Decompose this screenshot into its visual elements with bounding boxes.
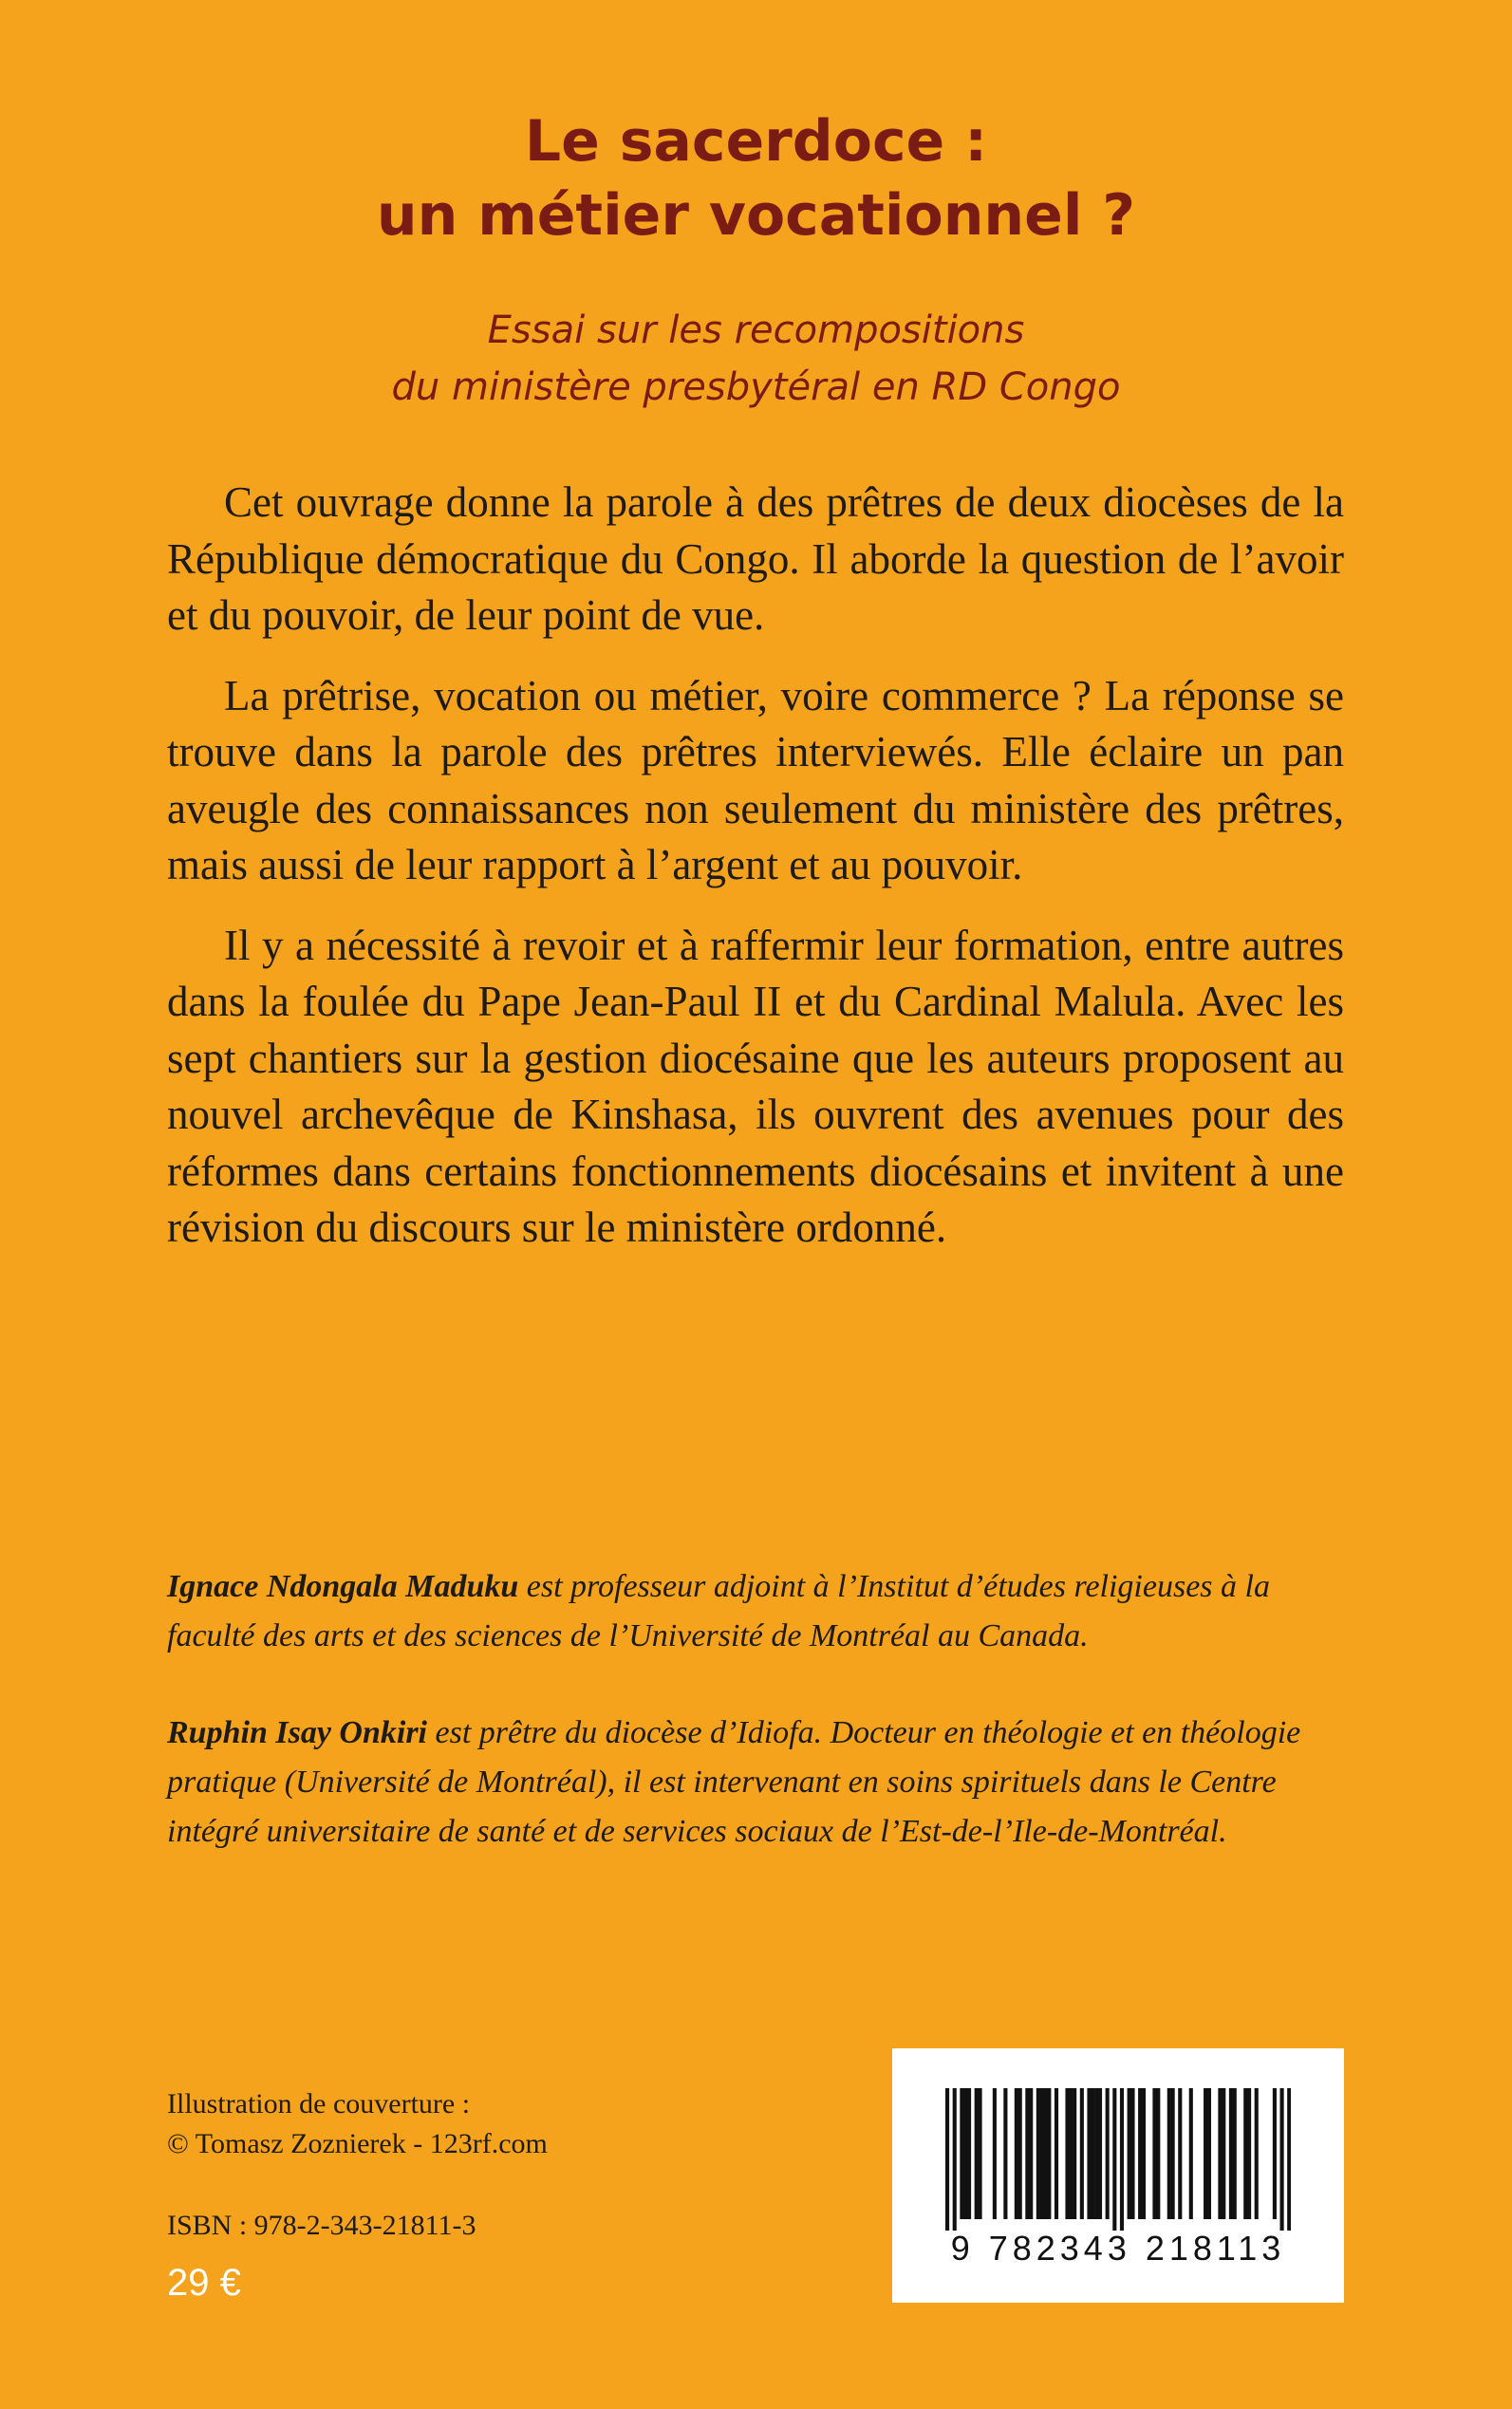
barcode-bar: [1171, 2088, 1175, 2219]
illustration-label: Illustration de couverture :: [167, 2088, 471, 2120]
barcode-bar: [953, 2088, 957, 2231]
barcode-bar: [1152, 2088, 1156, 2219]
blurb: [167, 475, 1344, 1280]
title-line-1: Le sacerdoce :: [524, 108, 988, 175]
blurb-paragraph: Il y a nécessité à revoir et à raffermir leur formation, entre autres dans la foulée du Pape Jean-Paul II et du Cardinal Malula. Avec les sept chantiers sur la gestion diocésaine que les auteurs proposent au nouvel archevêque de Kinshasa, ils ouvrent des avenues pour des réformes dans certains fonctionnements diocésains et invitent à une révision du discours sur le ministère ordonné.: [167, 921, 1344, 1251]
barcode-bar: [1120, 2088, 1124, 2231]
barcode-bar: [1156, 2088, 1160, 2219]
barcode-bar: [1091, 2088, 1094, 2219]
author-bio-text: est prêtre du diocèse d’Idiofa. Docteur en théologie et en théologie pratique (Université de Montréal), il est intervenant en soins spirituels dans le Centre intégré universitaire de santé et de services sociaux de l’Est-de-l’Ile-de-Montréal.: [167, 1715, 1301, 1849]
barcode-bar: [1142, 2088, 1146, 2219]
author-bio-2: [167, 1709, 1344, 1857]
illustration-credit: [167, 2084, 548, 2164]
barcode-bar: [1233, 2088, 1237, 2219]
barcode-bar: [1015, 2088, 1018, 2219]
book-title: [0, 104, 1512, 252]
barcode-digits: 9 782343 218113: [950, 2229, 1286, 2268]
blurb-paragraph: Cet ouvrage donne la parole à des prêtres de deux diocèses de la République démocratique du Congo. Il aborde la question de l’avoir et du pouvoir, de leur point de vue.: [167, 478, 1344, 639]
illustration-source: © Tomasz Zoznierek - 123rf.com: [167, 2128, 548, 2159]
barcode-bar: [1003, 2088, 1007, 2219]
barcode-bar: [978, 2088, 981, 2219]
barcode-bar: [1073, 2088, 1076, 2219]
barcode-bar: [1106, 2088, 1110, 2219]
barcode-bar: [1029, 2088, 1033, 2219]
barcode-bar: [1036, 2088, 1040, 2219]
barcode-bar: [1138, 2088, 1142, 2219]
barcode-bar: [945, 2088, 949, 2231]
barcode-bar: [1098, 2088, 1102, 2219]
barcode-bar: [1065, 2088, 1069, 2219]
barcode-bar: [1018, 2088, 1022, 2219]
barcode-bar: [1280, 2088, 1284, 2231]
barcode-bar: [993, 2088, 997, 2219]
barcode-bar: [1040, 2088, 1044, 2219]
barcode-bar: [1087, 2088, 1091, 2219]
barcode-bar: [967, 2088, 971, 2219]
barcode-bar: [1287, 2088, 1291, 2231]
barcode-bar: [1204, 2088, 1207, 2219]
barcode-bar: [1128, 2088, 1131, 2219]
barcode-bar: [1218, 2088, 1222, 2219]
title-line-2: un métier vocationnel ?: [376, 182, 1136, 249]
subtitle-line-2: du ministère presbytéral en RD Congo: [391, 365, 1121, 409]
barcode-bar: [963, 2088, 967, 2219]
barcode-bar: [975, 2088, 979, 2219]
barcode-bar: [1207, 2088, 1211, 2219]
barcode-bar: [1055, 2088, 1058, 2219]
barcode-bar: [1025, 2088, 1029, 2219]
barcode-bar: [1130, 2088, 1134, 2219]
barcode: [892, 2048, 1344, 2303]
book-subtitle: [0, 302, 1512, 416]
barcode-bar: [1243, 2088, 1247, 2219]
barcode-bar: [1255, 2088, 1259, 2219]
author-bio-1: [167, 1562, 1344, 1661]
barcode-bar: [1069, 2088, 1073, 2219]
author-bio-text: est professeur adjoint à l’Institut d’études religieuses à la faculté des arts et des sciences de l’Université de Montréal au Canada.: [167, 1569, 1270, 1653]
subtitle-line-1: Essai sur les recompositions: [487, 308, 1025, 352]
author-name: Ignace Ndongala Maduku: [167, 1569, 519, 1604]
barcode-bar: [960, 2088, 963, 2219]
price: 29 €: [167, 2262, 241, 2304]
barcode-bar: [1047, 2088, 1051, 2219]
barcode-bar: [1222, 2088, 1225, 2219]
barcode-bar: [1167, 2088, 1171, 2219]
blurb-paragraph: La prêtrise, vocation ou métier, voire commerce ? La réponse se trouve dans la parole des prêtres interviewés. Elle éclaire un pan aveugle des connaissances non seulement du ministère des prêtres, mais aussi de leur rapport à l’argent et au pouvoir.: [167, 671, 1344, 888]
barcode-bar: [1273, 2088, 1277, 2219]
barcode-bar: [1080, 2088, 1084, 2219]
barcode-bars: [945, 2088, 1291, 2231]
barcode-bar: [1247, 2088, 1251, 2219]
isbn: ISBN : 978-2-343-21811-3: [167, 2210, 476, 2241]
barcode-bar: [1112, 2088, 1116, 2231]
barcode-bar: [1189, 2088, 1193, 2219]
barcode-bar: [1094, 2088, 1098, 2219]
barcode-bar: [1043, 2088, 1047, 2219]
barcode-bar: [1178, 2088, 1182, 2219]
barcode-bar: [1229, 2088, 1233, 2219]
author-name: Ruphin Isay Onkiri: [167, 1715, 427, 1750]
